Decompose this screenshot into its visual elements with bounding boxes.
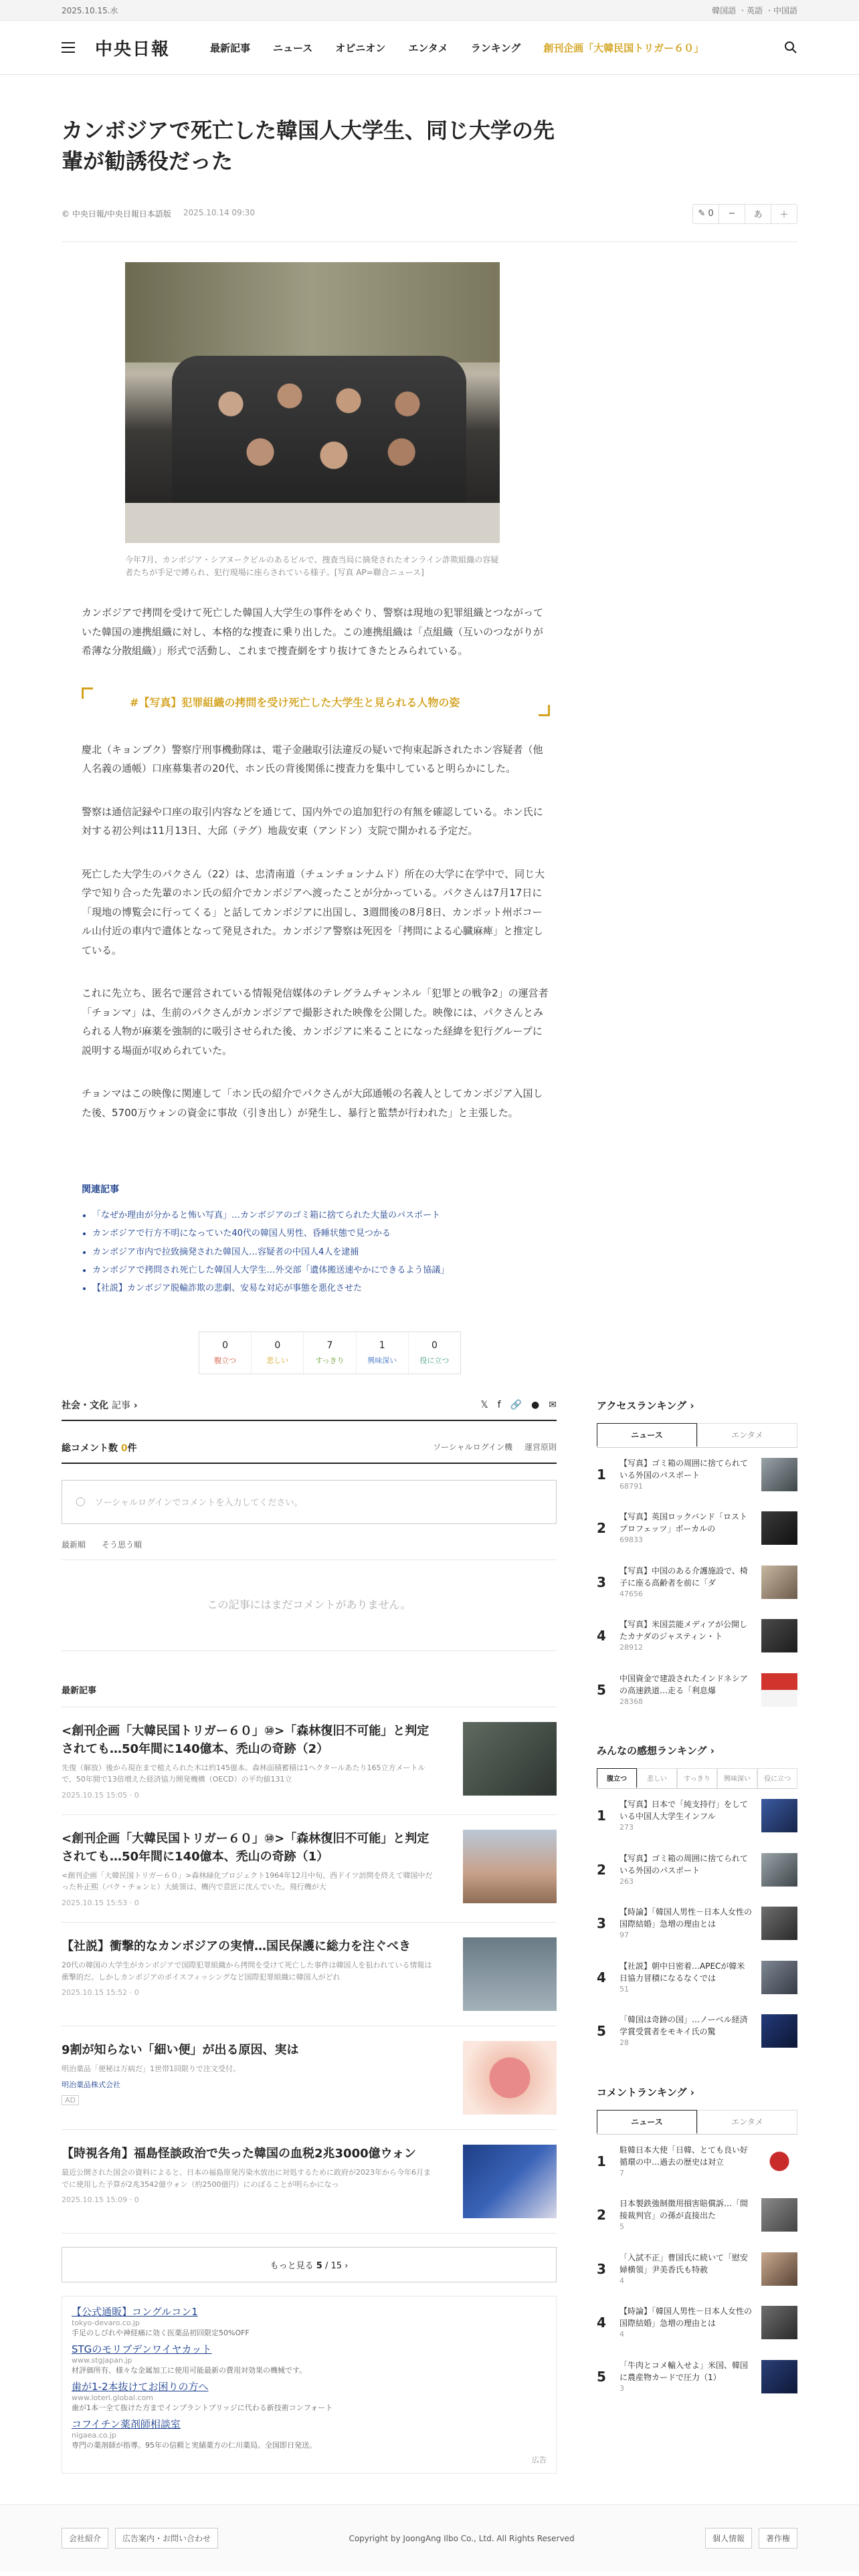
ad-news-item[interactable] bbox=[62, 2026, 557, 2130]
ad-badge: AD bbox=[62, 2095, 79, 2105]
lang-chinese[interactable]: ・ 中国語 bbox=[765, 6, 797, 15]
access-ranking bbox=[597, 1398, 797, 1717]
news-thumbnail[interactable] bbox=[463, 2041, 557, 2115]
comments-header bbox=[62, 1441, 557, 1464]
ad-desc: 材評価所有、様々な金属加工に使用可能最新の費用対効果の機械です。 bbox=[72, 2366, 307, 2375]
facebook-share-icon[interactable]: f bbox=[497, 1399, 501, 1410]
comment-icon: ✎ bbox=[698, 209, 706, 219]
language-links bbox=[712, 5, 797, 16]
article-paragraph: 死亡した大学生のパクさん（22）は、忠清南道（チュンチョンナムド）所在の大学に在学中で、同じ大学で知り合った先輩のホン氏の紹介でカンボジアへ渡ったことが分かっている。パクさんは7月17日に「現地の博覧会に行ってくる」と話してカンボジアに出国し、3週間後の8月8日、カンポット州ボコール山付近の車内で遺体となって発見された。カンボジア警察は死因を「拷問による心臓麻痺」と推定している。 bbox=[82, 867, 545, 956]
tab-news[interactable]: ニュース bbox=[597, 2110, 697, 2134]
ad-entry[interactable] bbox=[72, 2379, 547, 2413]
article-tools bbox=[692, 204, 797, 224]
rank-title: 「韓国は奇跡の国」…ノーベル経済学賞受賞者をモキイ氏の驚 bbox=[619, 2015, 748, 2037]
ad-title[interactable]: コフイチン薬剤師相談室 bbox=[72, 2418, 181, 2431]
news-summary: <創刊企画「大韓民国トリガー６０」>森林緑化プロジェクト1964年12月中旬、西ドイツ訪問を終えて韓国中だった朴正煕（パク・チョンヒ）大統領は、機内で意匠に沈んでいた。飛行機が大 bbox=[62, 1870, 433, 1892]
rank-title: 【写真】英国ロックバンド「ロストプロフェッツ」ボーカルの bbox=[619, 1512, 748, 1534]
ranking-item[interactable] bbox=[597, 2135, 797, 2189]
article-paragraph: これに先立ち、匿名で運営されている情報発信媒体のテレグラムチャンネル「犯罪との戦争2」の運営者「チョンマ」は、生前のパクさんがカンボジアで撮影された映像を公開した。映像には、パクさんとみられる人物が麻薬を強制的に吸引させられた後、カンボジアに来ることになった経緯を犯行グループに説明する場面が収められていた。 bbox=[82, 987, 549, 1057]
news-summary: 先復（解放）後から現在まで植えられた木は約145億本。森林面積蓄積は1ヘクタールあたり165立方メートルで、50年間で13倍増えた経済協力開発機構（OECD）の平均値131立 bbox=[62, 1763, 425, 1784]
site-logo[interactable]: 中央日報 bbox=[95, 39, 171, 60]
ranking-title-text: アクセスランキング bbox=[597, 1399, 687, 1412]
page-container bbox=[62, 75, 797, 2474]
rank-count: 263 bbox=[619, 1876, 634, 1886]
rank-number: 3 bbox=[597, 1574, 606, 1590]
ad-mark[interactable]: 広告 bbox=[532, 2456, 547, 2465]
rank-number: 1 bbox=[597, 1466, 606, 1483]
search-icon[interactable] bbox=[784, 41, 797, 54]
ranking-item[interactable] bbox=[597, 1609, 797, 1663]
article-date: 2025.10.14 09:30 bbox=[183, 208, 255, 218]
news-date: 2025.10.15 15:05 bbox=[62, 1790, 128, 1800]
comment-sort bbox=[62, 1539, 557, 1560]
article-source bbox=[62, 208, 171, 219]
font-size-label: あ bbox=[745, 205, 771, 223]
rank-title: 「入試不正」曹国氏に続いて「慰安婦横領」尹美香氏も特赦 bbox=[619, 2252, 749, 2274]
ad-title[interactable]: 歯が1-2本抜けてお困りの方へ bbox=[72, 2381, 209, 2393]
reaction-angry[interactable] bbox=[199, 1332, 252, 1374]
ad-url: nigaea.co.jp bbox=[72, 2431, 116, 2440]
tab-useful[interactable]: 役に立つ bbox=[757, 1768, 797, 1788]
article-photo[interactable] bbox=[125, 262, 500, 543]
news-comments: 0 bbox=[134, 1899, 139, 1908]
rank-number: 3 bbox=[597, 2260, 606, 2277]
reaction-label: 悲しい bbox=[266, 1356, 289, 1365]
rank-thumbnail bbox=[761, 2198, 797, 2232]
font-increase-button[interactable]: ＋ bbox=[779, 210, 789, 221]
ad-title[interactable]: 【公式通販】コングルコン1 bbox=[72, 2306, 198, 2319]
rank-count: 51 bbox=[619, 1984, 629, 1994]
reaction-sad[interactable] bbox=[252, 1332, 304, 1374]
rank-views: 28912 bbox=[619, 1643, 643, 1652]
comments-count-suffix: 件 bbox=[127, 1442, 137, 1454]
ranking-item[interactable] bbox=[597, 1663, 797, 1717]
empathy-ranking bbox=[597, 1743, 797, 2058]
today-date: 2025.10.15.水 bbox=[62, 5, 118, 15]
x-share-icon[interactable]: 𝕏 bbox=[480, 1399, 488, 1410]
rank-thumbnail bbox=[761, 1458, 797, 1491]
category-suffix: 記事 bbox=[111, 1400, 130, 1411]
lang-korean[interactable]: 韓国語 bbox=[712, 5, 737, 15]
latest-news-title: 最新記事 bbox=[62, 1683, 557, 1707]
article-title: カンボジアで死亡した韓国人大学生、同じ大学の先輩が勧誘役だった bbox=[62, 118, 555, 175]
menu-icon[interactable] bbox=[62, 42, 75, 53]
category-label: 社会・文化 bbox=[62, 1400, 108, 1411]
rank-count: 273 bbox=[619, 1823, 634, 1832]
more-button[interactable]: もっと見る 5 / 15 › bbox=[62, 2247, 557, 2282]
rank-thumbnail bbox=[761, 1619, 797, 1652]
ranking-title-text: コメントランキング bbox=[597, 2086, 687, 2099]
comments-label: 総コメント数 bbox=[62, 1442, 118, 1454]
tab-refreshed[interactable]: すっきり bbox=[677, 1768, 717, 1788]
rank-number: 1 bbox=[597, 1808, 606, 1824]
news-summary: 明治薬品「便秘は万病だ」1世帯1回限りで注文受付。 bbox=[62, 2064, 240, 2074]
news-headline[interactable]: <創刊企画「大韓民国トリガー６０」⑩>「森林復旧不可能」と判定されても…50年間に140億本、禿山の奇跡（2） bbox=[62, 1723, 430, 1756]
rank-count: 97 bbox=[619, 1931, 629, 1940]
rank-views: 47656 bbox=[619, 1589, 643, 1598]
news-date: 2025.10.15 15:09 bbox=[62, 2195, 128, 2205]
rank-title: 【写真】ゴミ箱の周囲に捨てられている外国のパスポート bbox=[619, 1853, 749, 1875]
sort-agree[interactable]: そう思う順 bbox=[102, 1539, 142, 1549]
rank-number: 2 bbox=[597, 2207, 606, 2224]
copyright: Copyright by JoongAng Ilbo Co., Ltd. All Rights Reserved bbox=[349, 2533, 575, 2543]
empathy-ranking-title[interactable]: みんなの感想ランキング › bbox=[597, 1745, 714, 1757]
ranking-item[interactable] bbox=[597, 2296, 797, 2350]
rank-number: 1 bbox=[597, 2153, 606, 2169]
rank-count: 4 bbox=[619, 2330, 624, 2339]
link-share-icon[interactable]: 🔗 bbox=[510, 1399, 522, 1410]
tab-news[interactable]: ニュース bbox=[597, 1423, 697, 1447]
rank-title: 【写真】日本で「純支持行」をしている中国人大学生インフル bbox=[619, 1800, 749, 1822]
reaction-count: 1 bbox=[379, 1339, 385, 1351]
company-intro-link[interactable]: 会社紹介 bbox=[62, 2528, 108, 2549]
related-articles bbox=[82, 1182, 550, 1297]
reaction-label: 腹立つ bbox=[214, 1356, 237, 1365]
news-headline[interactable]: 【社説】衝撃的なカンボジアの実情…国民保護に総力を注ぐべき bbox=[62, 1939, 411, 1954]
ad-url: www.stgjapan.jp bbox=[72, 2356, 132, 2365]
news-item[interactable]: 【社説】衝撃的なカンボジアの実情…国民保護に総力を注ぐべき 20代の韓国の大学生がカンボジアで国際犯罪組織から拷問を受けて死亡した事件は韓国人を狙われている情報は衝撃的だ。しかしカンボジアのボイスフィッシングなど国際犯罪組織に韓国人がどれ 2025.10.15 15:52 · 0 bbox=[62, 1923, 557, 2026]
rank-thumbnail bbox=[761, 1673, 797, 1707]
rank-views: 28368 bbox=[619, 1697, 643, 1706]
comment-count: 0 bbox=[708, 209, 714, 219]
related-title: 関連記事 bbox=[82, 1184, 119, 1196]
reaction-refreshed[interactable] bbox=[304, 1332, 356, 1374]
news-headline[interactable]: <創刊企画「大韓民国トリガー６０」⑩>「森林復旧不可能」と判定されても…50年間に140億本、禿山の奇跡（1） bbox=[62, 1831, 430, 1864]
more-label: もっと見る bbox=[270, 2261, 314, 2272]
news-comments: 0 bbox=[134, 2195, 139, 2205]
rank-count: 4 bbox=[619, 2276, 624, 2285]
news-thumbnail[interactable] bbox=[463, 1722, 557, 1796]
lang-english[interactable]: ・ 英語 bbox=[739, 6, 763, 15]
more-total: 15 bbox=[330, 2261, 343, 2272]
ad-sponsor: 明治薬品株式会社 bbox=[62, 2080, 120, 2089]
news-summary: 20代の韓国の大学生がカンボジアで国際犯罪組織から拷問を受けて死亡した事件は韓国人を狙われている情報は衝撃的だ。しかしカンボジアのボイスフィッシングなど国際犯罪組織に韓国人がどれ bbox=[62, 1961, 432, 1981]
nav-special-project[interactable]: 創刊企画「大韓民国トリガー６０」 bbox=[543, 41, 704, 54]
tab-entertainment[interactable]: エンタメ bbox=[697, 1423, 797, 1447]
news-item[interactable]: 【時視各角】福島怪談政治で失った韓国の血税2兆3000億ウォン 最近公開された国会の資料によると、日本の福島原発汚染水放出に対処するために政府が2023年から今年6月までに使用した予算が2兆3542億ウォン（約2500億円）にのぼることが明らかになっ 2025.10.15 15:09 · 0 bbox=[62, 2130, 557, 2234]
ranking-item[interactable] bbox=[597, 2350, 797, 2404]
access-ranking-title[interactable]: アクセスランキング › bbox=[597, 1399, 694, 1412]
nav-entertainment[interactable]: エンタメ bbox=[408, 41, 448, 54]
reaction-label: 興味深い bbox=[367, 1356, 397, 1365]
article-paragraph: カンボジアで拷問を受けて死亡した韓国人大学生の事件をめぐり、警察は現地の犯罪組織とつながっていた韓国の連携組織に対し、本格的な捜査に乗り出した。この連携組織は「点組織（互いのつながりが希薄な分散組織）」形式で活動し、これまで捜査網をすり抜けてきたとみられている。 bbox=[82, 607, 544, 657]
news-item[interactable]: <創刊企画「大韓民国トリガー６０」⑩>「森林復旧不可能」と判定されても…50年間に140億本、禿山の奇跡（1） <創刊企画「大韓民国トリガー６０」>森林緑化プロジェクト1964年12月中旬、西ドイツ訪問を終えて韓国中だった朴正煕（パク・チョンヒ）大統領は、機内で意匠に沈んでいた。飛行機が大 2025.10.15 15:53 · 0 bbox=[62, 1815, 557, 1923]
ranking-item[interactable] bbox=[597, 1789, 797, 1843]
news-date: 2025.10.15 15:53 bbox=[62, 1899, 128, 1908]
rank-thumbnail bbox=[761, 1511, 797, 1545]
line-share-icon[interactable]: ● bbox=[531, 1399, 540, 1410]
photo-caption: 今年7月、カンボジア・シアヌークビルのあるビルで、捜査当局に摘発されたオンライン詐欺組織の容疑者たちが手足で縛られ、犯行現場に座らされている様子。[写真 AP=聯合ニュース] bbox=[125, 554, 499, 577]
article-header bbox=[62, 75, 797, 242]
ad-title[interactable]: STGのモリブデンワイヤカット bbox=[72, 2343, 212, 2356]
reaction-interesting[interactable] bbox=[357, 1332, 409, 1374]
rank-title: 日本製鉄強制徴用損害賠償訴…「間接裁判官」の孫が直接出た bbox=[619, 2199, 749, 2221]
nav-news[interactable]: ニュース bbox=[273, 41, 313, 54]
rank-thumbnail bbox=[761, 2306, 797, 2339]
rank-views: 68791 bbox=[619, 1481, 643, 1491]
ad-url: www.loteri.global.com bbox=[72, 2393, 153, 2403]
rank-thumbnail bbox=[761, 2014, 797, 2048]
ad-desc: 専門の薬剤師が指導。95年の信頼と実績薬方の仁川薬局。全国即日発送。 bbox=[72, 2441, 316, 2450]
rank-number: 2 bbox=[597, 1520, 606, 1537]
related-link[interactable]: • 「なぜか理由が分かると怖い写真」…カンボジアのゴミ箱に捨てられた大量のパスポート bbox=[92, 1206, 550, 1224]
subhead-text: #【写真】犯罪組織の拷問を受け死亡した大学生と見られる人物の姿 bbox=[130, 695, 460, 709]
ranking-item[interactable] bbox=[597, 1448, 797, 1502]
nav-opinion[interactable]: オピニオン bbox=[335, 41, 386, 54]
comment-ranking-title[interactable]: コメントランキング › bbox=[597, 2086, 694, 2099]
reaction-label: 役に立つ bbox=[419, 1356, 450, 1365]
rank-thumbnail bbox=[761, 1566, 797, 1599]
rank-thumbnail bbox=[761, 1853, 797, 1887]
nav-ranking[interactable]: ランキング bbox=[470, 41, 521, 54]
site-header bbox=[0, 21, 859, 75]
ad-block bbox=[62, 2296, 557, 2474]
reaction-bar bbox=[199, 1331, 461, 1374]
font-decrease-button[interactable]: − bbox=[719, 205, 745, 223]
user-icon: ◯ bbox=[76, 1497, 86, 1507]
rank-count: 3 bbox=[619, 2383, 624, 2393]
related-link[interactable]: • カンボジアで拷問され死亡した韓国人大学生…外交部「遺体搬送速やかにできるよう協議」 bbox=[92, 1261, 550, 1279]
ranking-item[interactable] bbox=[597, 1951, 797, 2005]
rank-thumbnail bbox=[761, 1799, 797, 1832]
more-page: 5 bbox=[316, 2261, 322, 2272]
lower-section bbox=[62, 1398, 797, 2474]
sort-latest[interactable]: 最新順 bbox=[62, 1539, 86, 1549]
privacy-link[interactable]: 個人情報 bbox=[705, 2528, 752, 2549]
empathy-ranking-tabs bbox=[597, 1768, 797, 1789]
news-comments: 0 bbox=[134, 1988, 139, 1998]
rank-number: 4 bbox=[597, 1969, 606, 1985]
policy-link[interactable]: 運営原則 bbox=[524, 1442, 557, 1452]
rank-title: 【写真】米国芸能メディアが公開したカナダのジャスティン・ト bbox=[619, 1620, 748, 1642]
main-nav bbox=[210, 41, 704, 55]
ranking-item[interactable] bbox=[597, 2188, 797, 2242]
top-strip bbox=[0, 0, 859, 21]
ad-entry[interactable] bbox=[72, 2417, 547, 2450]
news-date: 2025.10.15 15:52 bbox=[62, 1988, 128, 1998]
news-headline[interactable]: 【時視各角】福島怪談政治で失った韓国の血税2兆3000億ウォン bbox=[62, 2147, 416, 2161]
news-summary: 最近公開された国会の資料によると、日本の福島原発汚染水放出に対処するために政府が2023年から今年6月までに使用した予算が2兆3542億ウォン（約2500億円）にのぼることが明らかになっ bbox=[62, 2168, 431, 2189]
rank-count: 7 bbox=[619, 2168, 624, 2177]
rank-title: 【時論】「韓国人男性－日本人女性の国際結婚」急増の理由とは bbox=[619, 2306, 753, 2329]
rank-thumbnail bbox=[761, 1961, 797, 1994]
ranking-item[interactable] bbox=[597, 2242, 797, 2296]
article-paragraph: 慶北（キョンブク）警察庁刑事機動隊は、電子金融取引法違反の疑いで拘束起訴されたホン容疑者（他人名義の通帳）口座募集者の20代、ホン氏の背後関係に捜査力を集中していると明らかにした。 bbox=[82, 743, 543, 775]
reaction-count: 0 bbox=[222, 1339, 229, 1351]
reaction-count: 7 bbox=[326, 1339, 333, 1351]
byline bbox=[62, 204, 797, 224]
related-link[interactable]: • 【社説】カンボジア脱輸詐欺の悲劇、安易な対応が事態を悪化させた bbox=[92, 1279, 550, 1297]
share-buttons bbox=[480, 1400, 557, 1410]
news-thumbnail[interactable] bbox=[463, 2145, 557, 2218]
ranking-item[interactable] bbox=[597, 1501, 797, 1555]
tab-entertainment[interactable]: エンタメ bbox=[697, 2110, 797, 2134]
comment-ranking bbox=[597, 2085, 797, 2404]
comment-count-button[interactable] bbox=[693, 205, 719, 223]
rank-title: 駐韓日本大使「日韓、とても良い好循環の中…過去の歴史は対立 bbox=[619, 2145, 749, 2167]
rank-count: 28 bbox=[619, 2038, 629, 2048]
rank-title: 「牛肉とコメ輸入せよ」米国、韓国に農産物カードで圧力（1） bbox=[619, 2360, 749, 2382]
news-item[interactable]: <創刊企画「大韓民国トリガー６０」⑩>「森林復旧不可能」と判定されても…50年間に140億本、禿山の奇跡（2） 先復（解放）後から現在まで植えられた木は約145億本。森林面積蓄積は1ヘクタールあたり165立方メートルで、50年間で13倍増えた経済協力開発機構（OECD）の平均値131立 2025.10.15 15:05 · 0 bbox=[62, 1707, 557, 1815]
nav-latest[interactable]: 最新記事 bbox=[210, 41, 251, 54]
photo-link-subhead[interactable] bbox=[82, 687, 550, 716]
comment-input[interactable] bbox=[62, 1480, 557, 1524]
news-headline[interactable]: 9割が知らない「細い便」が出る原因、実は bbox=[62, 2043, 299, 2058]
access-ranking-tabs bbox=[597, 1423, 797, 1448]
comment-ranking-tabs bbox=[597, 2110, 797, 2135]
rank-number: 5 bbox=[597, 2368, 606, 2385]
article-body bbox=[82, 242, 550, 1374]
reaction-count: 0 bbox=[431, 1339, 438, 1351]
tab-angry[interactable]: 腹立つ bbox=[597, 1768, 637, 1788]
ad-desc: 手足のしびれや神経痛に効く医薬品初回限定50%OFF bbox=[72, 2329, 250, 2338]
rank-number: 2 bbox=[597, 1861, 606, 1878]
left-column bbox=[62, 1398, 557, 2474]
rank-thumbnail bbox=[761, 2145, 797, 2178]
ranking-item[interactable] bbox=[597, 2004, 797, 2058]
rank-thumbnail bbox=[761, 1907, 797, 1940]
rank-number: 4 bbox=[597, 2315, 606, 2331]
ranking-item[interactable] bbox=[597, 1897, 797, 1951]
footer-right-links bbox=[705, 2528, 797, 2549]
related-link[interactable]: • カンボジアで行方不明になっていた40代の韓国人男性、昏睡状態で見つかる bbox=[92, 1224, 550, 1243]
rank-title: 【写真】中国のある介護施設で、椅子に座る高齢者を前に「ダ bbox=[619, 1566, 748, 1588]
news-thumbnail[interactable] bbox=[463, 1830, 557, 1903]
rank-thumbnail bbox=[761, 2360, 797, 2393]
ad-url: tokyo-devaro.co.jp bbox=[72, 2319, 140, 2328]
ad-entry[interactable] bbox=[72, 2304, 547, 2338]
comments-count: 0 bbox=[120, 1442, 128, 1454]
ranking-item[interactable] bbox=[597, 1843, 797, 1897]
rank-views: 69833 bbox=[619, 1535, 643, 1545]
source-label: 中央日報/中央日報日本語版 bbox=[72, 209, 171, 219]
rank-count: 5 bbox=[619, 2222, 624, 2232]
copyright-icon: © bbox=[62, 209, 70, 219]
rank-title: 【時論】「韓国人男性－日本人女性の国際結婚」急増の理由とは bbox=[619, 1907, 753, 1929]
reaction-label: すっきり bbox=[315, 1356, 345, 1365]
ad-entry[interactable] bbox=[72, 2342, 547, 2375]
news-thumbnail[interactable] bbox=[463, 1937, 557, 2011]
reaction-useful[interactable] bbox=[409, 1332, 460, 1374]
comment-placeholder: ソーシャルログインでコメントを入力してください。 bbox=[94, 1498, 303, 1509]
social-login-link[interactable]: ソーシャルログイン機 bbox=[433, 1442, 512, 1452]
category-link[interactable]: 社会・文化 記事 › bbox=[62, 1400, 138, 1411]
rank-title: 【写真】ゴミ箱の周囲に捨てられている外国のパスポート bbox=[619, 1458, 749, 1480]
reaction-count: 0 bbox=[274, 1339, 281, 1351]
ad-desc: 歯が1本一全て抜けた方までインプラントブリッジに代わる新技術コンフォート bbox=[72, 2403, 333, 2413]
footer-left-links bbox=[62, 2528, 218, 2549]
rank-number: 4 bbox=[597, 1628, 606, 1644]
ranking-title-text: みんなの感想ランキング bbox=[597, 1745, 707, 1757]
site-footer bbox=[0, 2504, 859, 2571]
ad-contact-link[interactable]: 広告案内・お問い合わせ bbox=[115, 2528, 218, 2549]
article-paragraph: 警察は通信記録や口座の取引内容などを通じて、国内外での追加犯行の有無を確認している。ホン氏に対する初公判は11月13日、大邱（テグ）地裁安東（アンドン）支院で開かれる予定だ。 bbox=[82, 805, 543, 837]
related-link[interactable]: • カンボジア市内で拉致摘発された韓国人…容疑者の中国人4人を逮捕 bbox=[92, 1243, 550, 1261]
news-comments: 0 bbox=[134, 1790, 139, 1800]
rank-title: 中国資金で建設されたインドネシアの高速鉄道…走る「利息爆 bbox=[619, 1673, 748, 1695]
ranking-item[interactable] bbox=[597, 1555, 797, 1610]
article-paragraph: チョンマはこの映像に関連して「ホン氏の紹介でパクさんが大邱通帳の名義人としてカンボジア入国した後、5700万ウォンの資金に事故（引き出し）が発生し、暴行と監禁が行われた」と主張した。 bbox=[82, 1087, 543, 1119]
copyright-link[interactable]: 著作権 bbox=[759, 2528, 797, 2549]
rank-number: 5 bbox=[597, 2023, 606, 2040]
mail-share-icon[interactable]: ✉ bbox=[549, 1399, 557, 1410]
rank-title: 【社説】朝中日密着…APECが韓米日協力冒積になるなくでは bbox=[619, 1961, 745, 1983]
category-bar bbox=[62, 1398, 557, 1421]
tab-interesting[interactable]: 興味深い bbox=[717, 1768, 757, 1788]
rank-number: 3 bbox=[597, 1915, 606, 1932]
right-column bbox=[597, 1398, 797, 2474]
rank-thumbnail bbox=[761, 2252, 797, 2286]
empty-comments: この記事にはまだコメントがありません。 bbox=[62, 1560, 557, 1651]
rank-number: 5 bbox=[597, 1681, 606, 1698]
tab-sad[interactable]: 悲しい bbox=[637, 1768, 677, 1788]
